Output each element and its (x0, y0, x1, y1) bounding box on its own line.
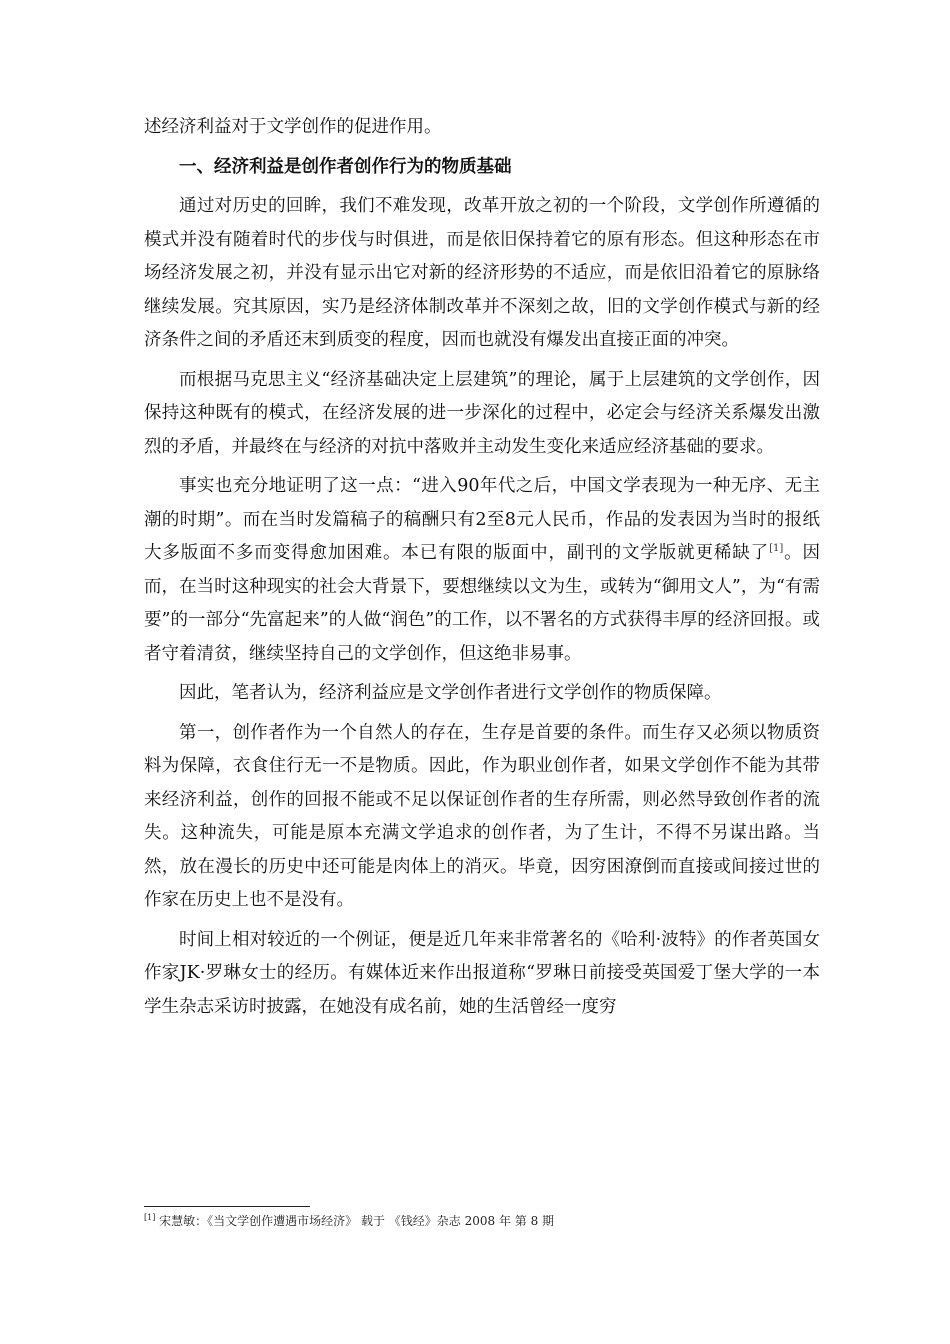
body-text (144, 111, 820, 1024)
paragraph-4: 因此，笔者认为，经济利益应是文学创作者进行文学创作的物质保障。 (179, 683, 722, 703)
paragraph-3-part-2: 。因而，在当时这种现实的社会大背景下，要想继续以文为生，或转为“御用文人”，为“有需要”的一部分“先富起来”的人做“润色”的工作，以不署名的方式获得丰厚的经济回报。或者守着清贫，继续坚持自己的文学创作，但这绝非易事。 (144, 543, 821, 664)
footnote-text: 宋慧敏：《当文学创作遭遇市场经济》 载于 《钱经》杂志 2008 年 第 8 期 (155, 1214, 555, 1228)
footnote-divider (144, 1206, 310, 1207)
paragraph-1: 通过对历史的回眸，我们不难发现，改革开放之初的一个阶段，文学创作所遵循的模式并没有随着时代的步伐与时俱进，而是依旧保持着它的原有形态。但这种形态在市场经济发展之初，并没有显示出它对新的经济形势的不适应，而是依旧沿着它的原脉络继续发展。究其原因，实乃是经济体制改革并不深刻之故，旧的文学创作模式与新的经济条件之间的矛盾还末到质变的程度，因而也就没有爆发出直接正面的冲突。 (144, 196, 820, 350)
footnote-reference[interactable]: [1] (769, 543, 784, 555)
paragraph-3-part-1: 事实也充分地证明了这一点：“进入90年代之后，中国文学表现为一种无序、无主潮的时期”。而在当时发篇稿子的稿酬只有2至8元人民币，作品的发表因为当时的报纸大多版面不多而变得愈加困难。本已有限的版面中，副刊的文学版就更稀缺了 (144, 476, 820, 563)
paragraph-3 (144, 470, 820, 671)
footnote (144, 1212, 820, 1230)
paragraph-2: 而根据马克思主义“经济基础决定上层建筑”的理论，属于上层建筑的文学创作，因保持这种既有的模式，在经济发展的进一步深化的过程中，必定会与经济关系爆发出激烈的矛盾，并最终在与经济的对抗中落败并主动发生变化来适应经济基础的要求。 (144, 369, 820, 457)
paragraph-continuation: 述经济利益对于文学创作的促进作用。 (144, 117, 442, 137)
footnote-marker: [1] (144, 1213, 156, 1222)
paragraph-6: 时间上相对较近的一个例证，便是近几年来非常著名的《哈利·波特》的作者英国女作家JK·罗琳女士的经历。有媒体近来作出报道称“罗琳日前接受英国爱丁堡大学的一本学生杂志采访时披露，在她没有成名前，她的生活曾经一度穷 (144, 929, 820, 1017)
paragraph-5: 第一，创作者作为一个自然人的存在，生存是首要的条件。而生存又必须以物质资料为保障，衣食住行无一不是物质。因此，作为职业创作者，如果文学创作不能为其带来经济利益，创作的回报不能或不足以保证创作者的生存所需，则必然导致创作者的流失。这种流失，可能是原本充满文学追求的创作者，为了生计，不得不另谋出路。当然，放在漫长的历史中还可能是肉体上的消灭。毕竟，因穷困潦倒而直接或间接过世的作家在历史上也不是没有。 (144, 722, 820, 910)
section-heading: 一、经济利益是创作者创作行为的物质基础 (179, 156, 512, 177)
